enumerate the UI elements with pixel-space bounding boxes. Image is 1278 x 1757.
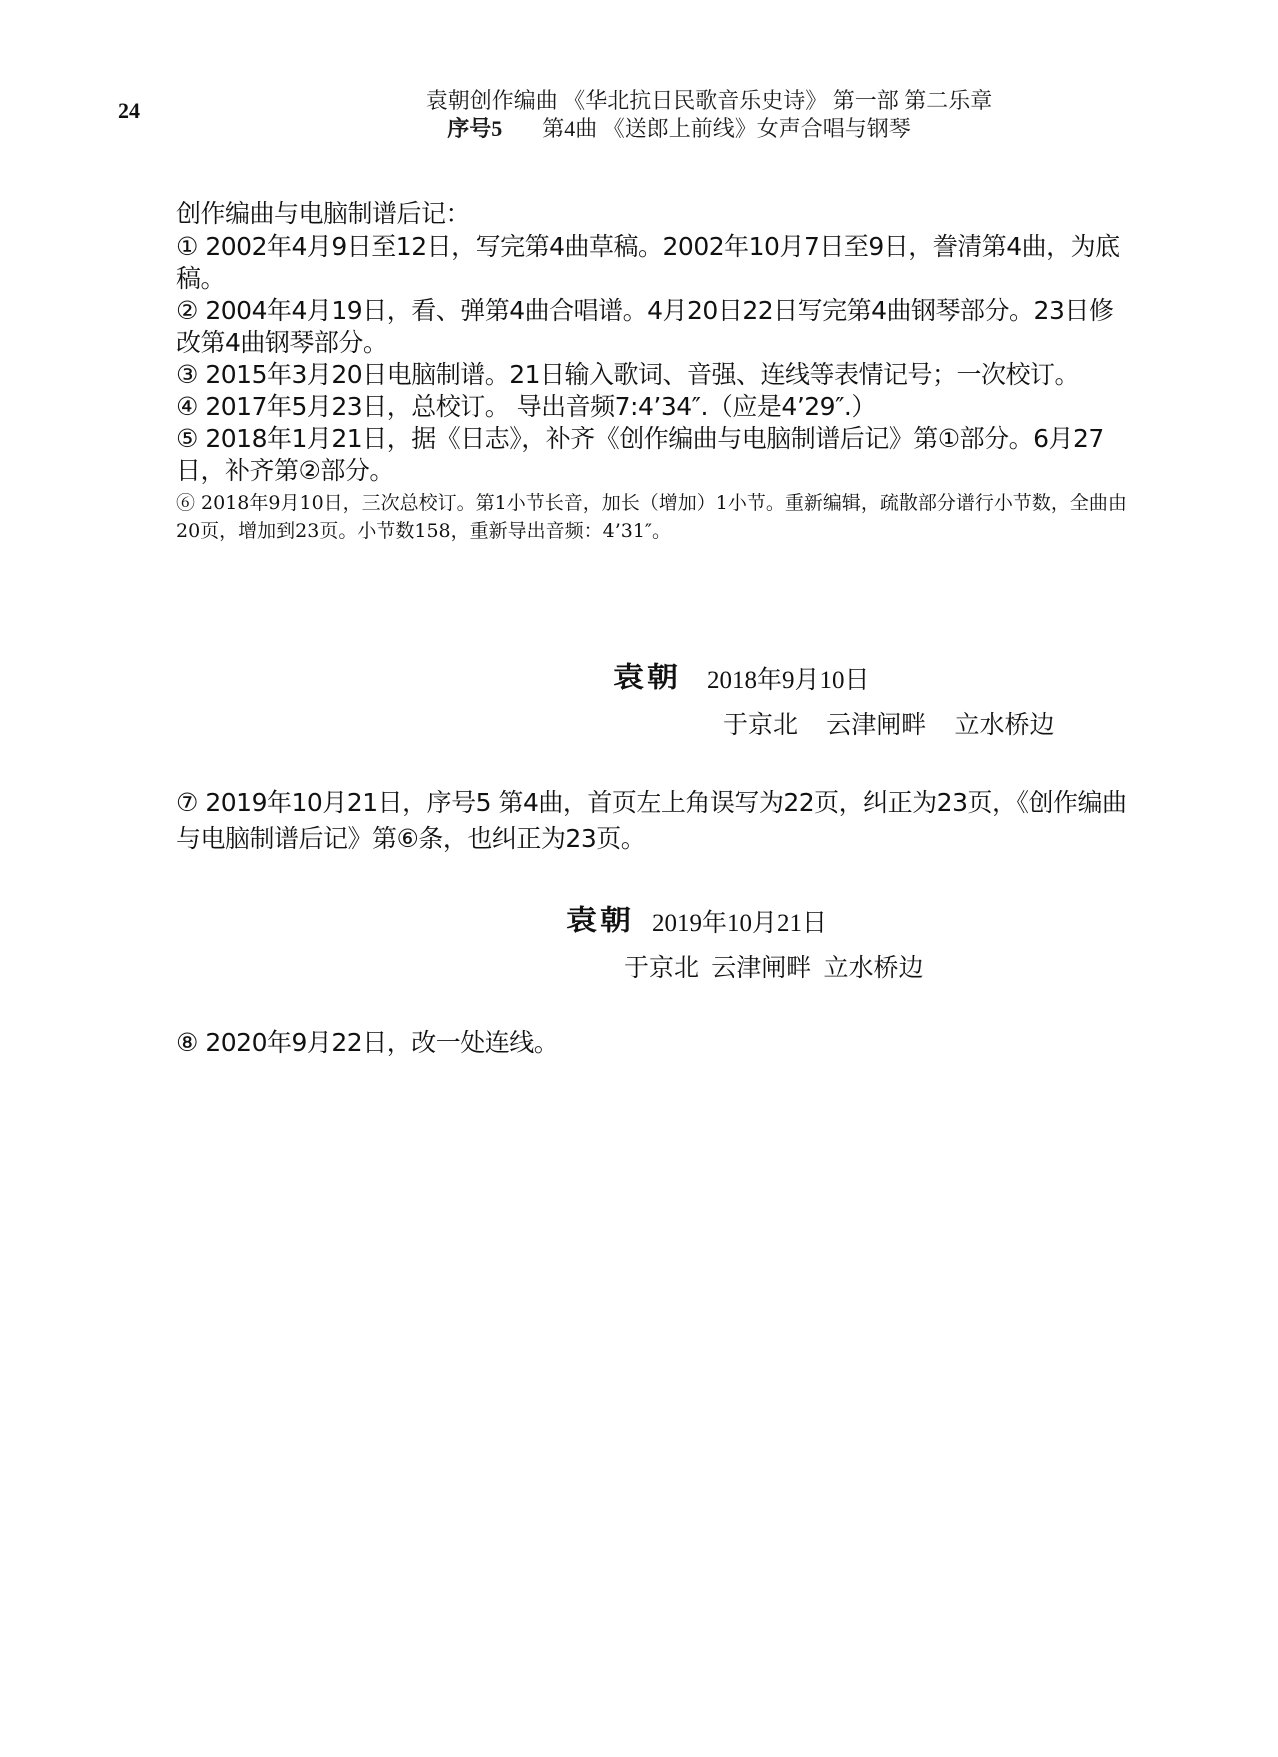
signature-date: 2019年10月21日	[652, 910, 828, 937]
signature-place: 于京北 云津闸畔 立水桥边	[723, 712, 1055, 739]
note-item-6: ⑥ 2018年9月10日，三次总校订。第1小节长音，加长（增加）1小节。重新编辑，疏散部分谱行小节数，全曲由20页，增加到23页。小节数158，重新导出音频：4’31″。	[176, 492, 1127, 542]
signature-place: 于京北 云津闸畔 立水桥边	[624, 955, 924, 982]
signature-date: 2018年9月10日	[707, 667, 870, 694]
page-number: 24	[118, 98, 140, 123]
notes-title: 创作编曲与电脑制谱后记：	[176, 199, 471, 228]
postscript-notes	[176, 198, 1136, 545]
note-item-2: ② 2004年4月19日，看、弹第4曲合唱谱。4月20日22日写完第4曲钢琴部分。23日修改第4曲钢琴部分。	[176, 296, 1114, 357]
page-header-subtitle	[0, 112, 1278, 143]
signature-block-2018	[613, 652, 1055, 741]
note-item-4: ④ 2017年5月23日，总校订。 导出音频7:4’34″.（应是4’29″.）	[176, 392, 876, 421]
page-header-title: 袁朝创作编曲 《华北抗日民歌音乐史诗》 第一部 第二乐章	[425, 88, 993, 113]
note-item-1: ① 2002年4月9日至12日，写完第4曲草稿。2002年10月7日至9日，誊清第4曲，为底稿。	[176, 232, 1120, 293]
signature-block-2019	[566, 895, 924, 984]
note-item-7: ⑦ 2019年10月21日，序号5 第4曲，首页左上角误写为22页，纠正为23页，《创作编曲与电脑制谱后记》第⑥条，也纠正为23页。	[176, 788, 1127, 853]
note-item-8: ⑧ 2020年9月22日，改一处连线。	[176, 1028, 559, 1057]
note-item-3: ③ 2015年3月20日电脑制谱。21日输入歌词、音强、连线等表情记号；一次校订。	[176, 360, 1080, 389]
header-sequence-number: 序号5	[447, 116, 503, 141]
header-piece-title: 第4曲 《送郎上前线》女声合唱与钢琴	[542, 116, 911, 141]
author-signature: 袁朝	[613, 661, 681, 694]
author-signature: 袁朝	[566, 904, 634, 937]
note-item-5: ⑤ 2018年1月21日，据《日志》，补齐《创作编曲与电脑制谱后记》第①部分。6月27日，补齐第②部分。	[176, 424, 1104, 485]
